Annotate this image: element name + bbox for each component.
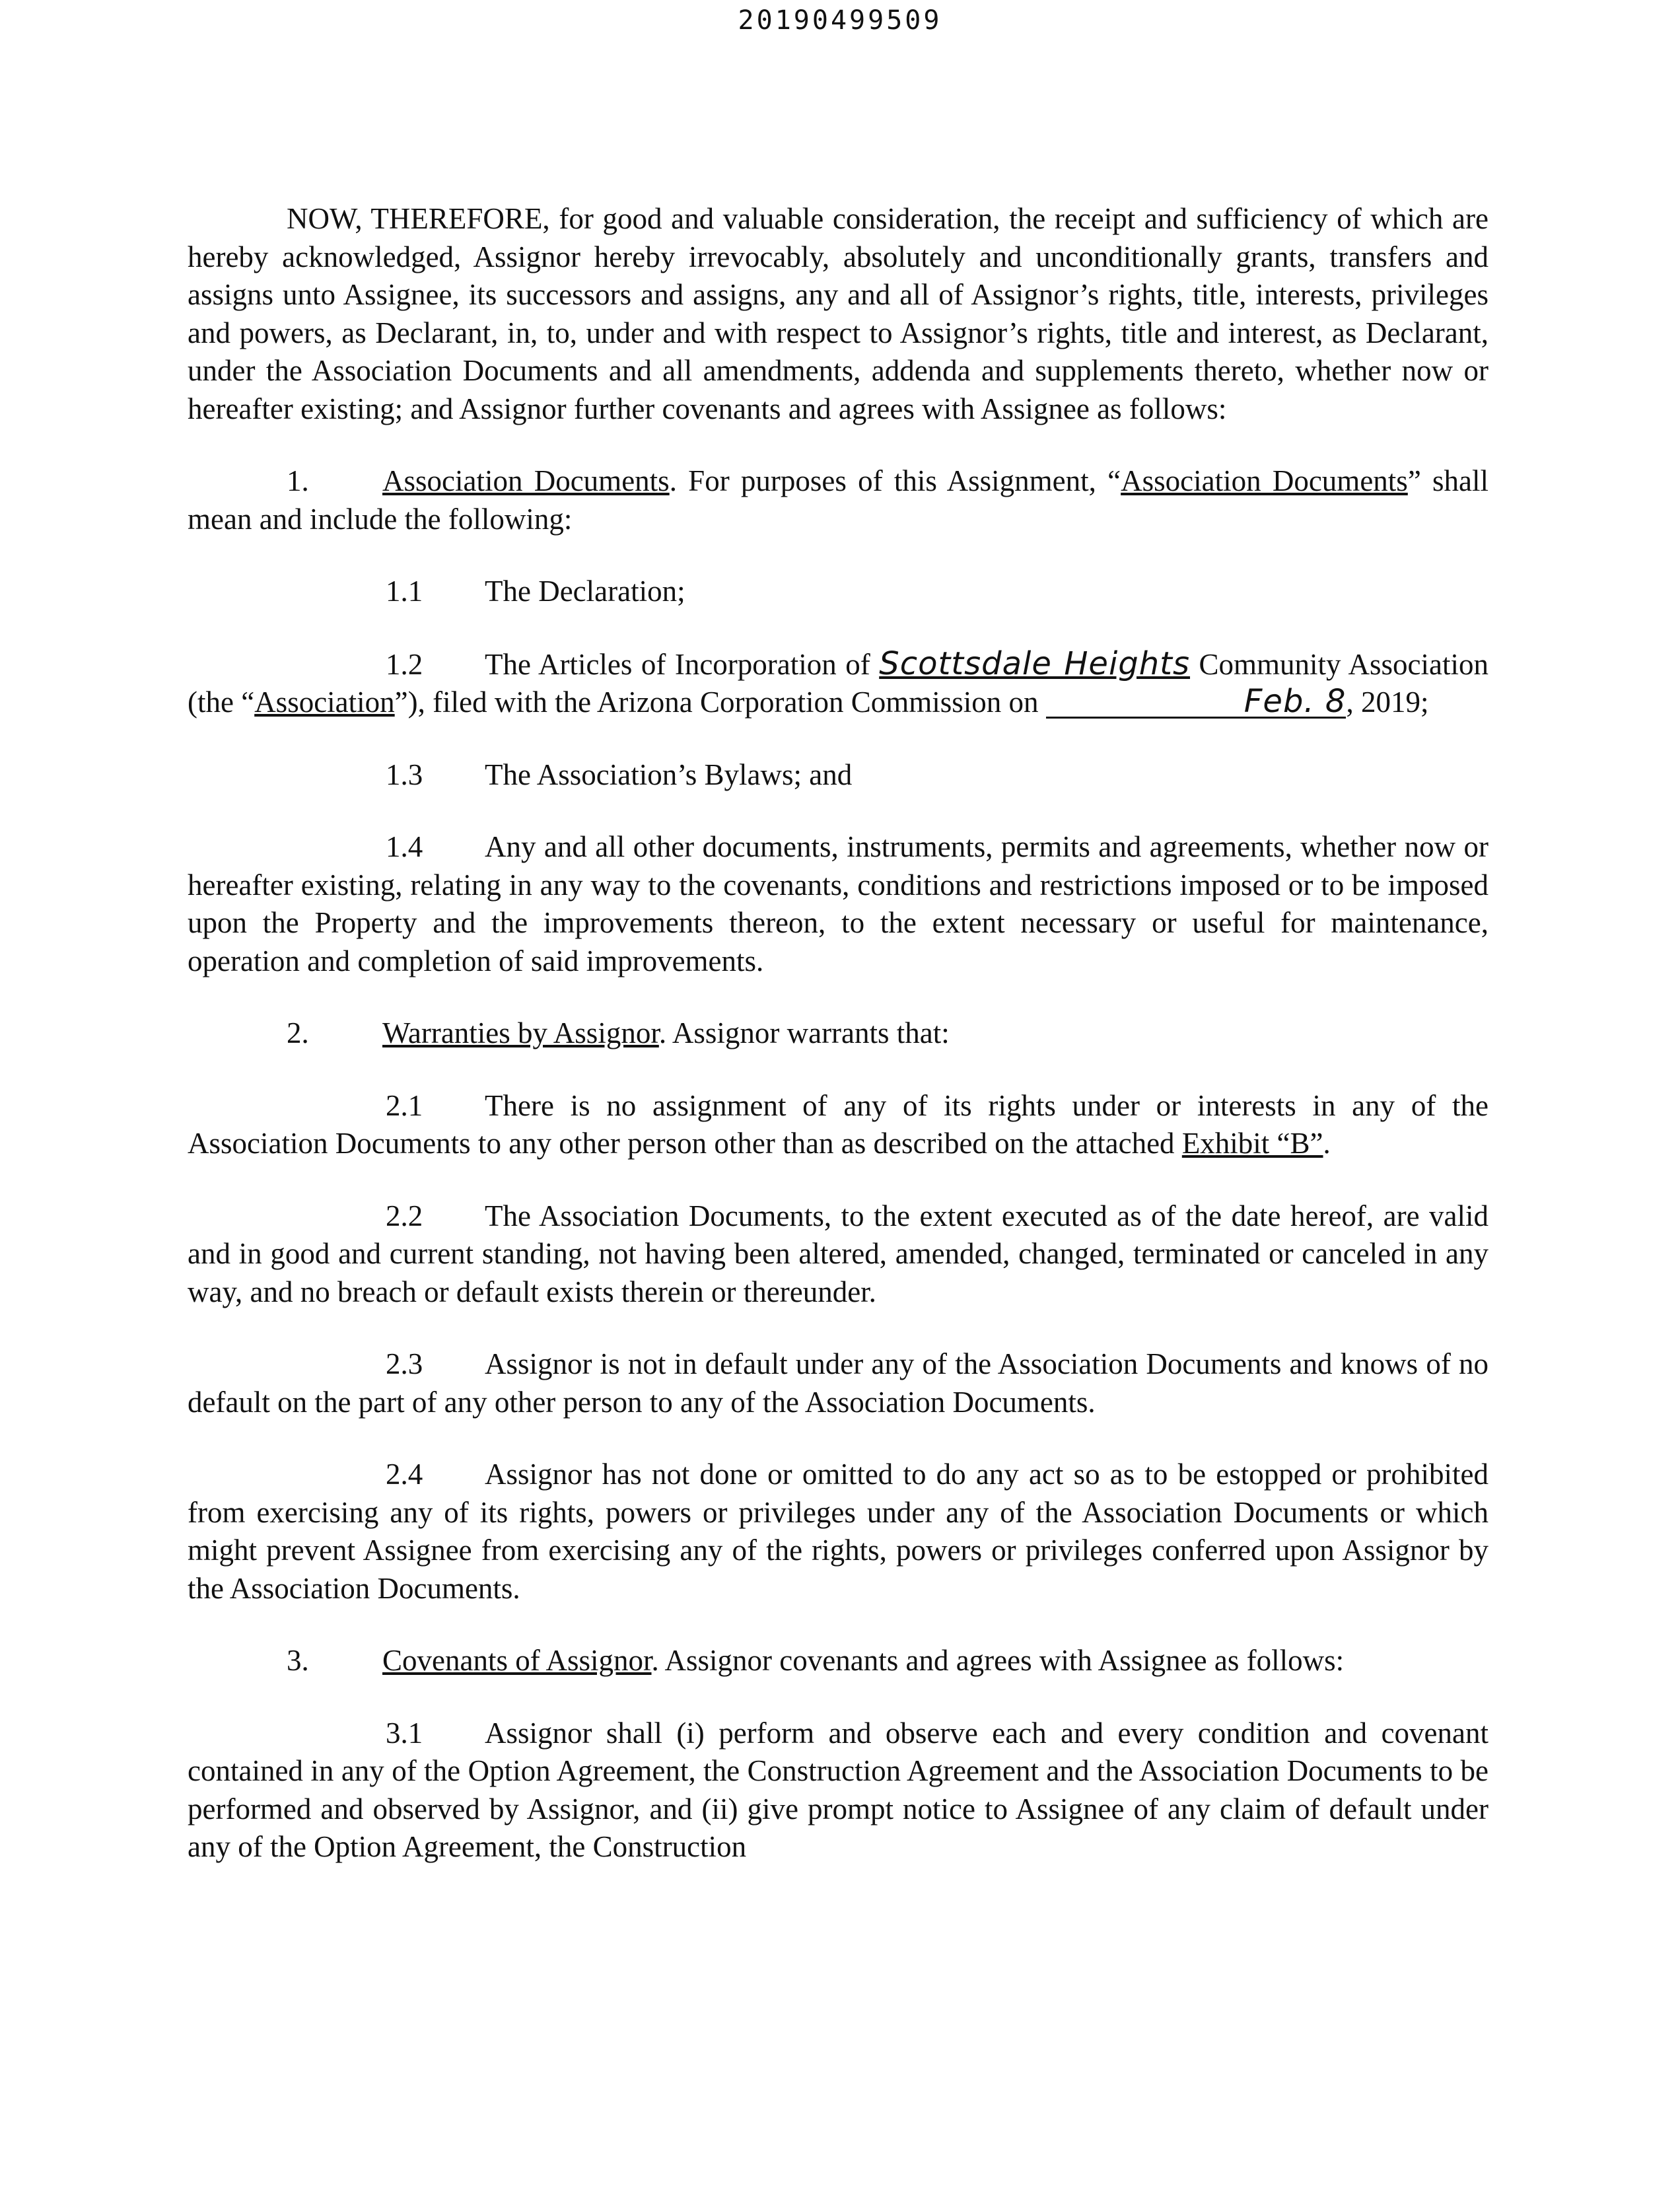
item-3-1-text: Assignor shall (i) perform and observe each and every condition and covenant contained in any of the Option Agreement, the Construction Agreement and the Association Documents to be performed and observed by Assignor, and (ii) give prompt notice to Assignee of any claim of default under any of the Option Agreement, the Construction bbox=[188, 1716, 1488, 1863]
item-1-2-text-b: Community Association (the “ bbox=[188, 647, 1488, 719]
item-2-4 bbox=[188, 1456, 1488, 1608]
item-1-2 bbox=[188, 645, 1488, 722]
item-1-4-text: Any and all other documents, instruments, permits and agreements, whether now or hereafter existing, relating in any way to the covenants, conditions and restrictions imposed or to be imposed upon the Property and the improvements thereon, to the extent necessary or useful for maintenance, operation and completion of said improvements. bbox=[188, 830, 1488, 977]
item-1-3-number: 1.3 bbox=[386, 758, 423, 791]
item-2-4-text: Assignor has not done or omitted to do any act so as to be estopped or prohibited from exercising any of its rights, powers or privileges under any of the Association Documents or which might prevent Assignee from exercising any of the rights, powers or privileges conferred upon Assignor by the Association Documents. bbox=[188, 1458, 1488, 1605]
item-1-4 bbox=[188, 828, 1488, 980]
section-3-paragraph bbox=[188, 1642, 1488, 1680]
section-2-paragraph bbox=[188, 1014, 1488, 1053]
item-2-1-number: 2.1 bbox=[386, 1088, 423, 1122]
item-3-1-number: 3.1 bbox=[386, 1716, 423, 1750]
item-2-2-text: The Association Documents, to the extent executed as of the date hereof, are valid and in good and current standing, not having been altered, amended, changed, terminated or canceled in any way, and no breach or default exists therein or thereunder. bbox=[188, 1199, 1488, 1308]
item-1-3 bbox=[188, 756, 1488, 795]
section-1-text-a: . For purposes of this Assignment, “ bbox=[669, 464, 1121, 497]
item-3-1 bbox=[188, 1715, 1488, 1866]
item-1-2-text-d: , 2019; bbox=[1346, 686, 1429, 719]
item-1-2-text-a: The Articles of Incorporation of bbox=[485, 647, 880, 681]
item-2-2 bbox=[188, 1197, 1488, 1312]
section-1-paragraph bbox=[188, 462, 1488, 538]
item-2-1-text-b: . bbox=[1323, 1127, 1331, 1160]
document-body bbox=[188, 200, 1488, 1901]
item-1-2-text-c: ”), filed with the Arizona Corporation Commission on bbox=[394, 686, 1046, 719]
item-1-1 bbox=[188, 573, 1488, 611]
exhibit-b-reference: Exhibit “B” bbox=[1181, 1127, 1323, 1160]
section-3-number: 3. bbox=[287, 1644, 309, 1677]
section-1-number: 1. bbox=[287, 464, 309, 497]
item-2-2-number: 2.2 bbox=[386, 1199, 423, 1232]
recording-number: 20190499509 bbox=[738, 5, 942, 36]
item-1-1-text: The Declaration; bbox=[485, 575, 685, 608]
item-2-4-number: 2.4 bbox=[386, 1458, 423, 1491]
item-1-4-number: 1.4 bbox=[386, 830, 423, 863]
item-1-1-number: 1.1 bbox=[386, 575, 423, 608]
item-1-3-text: The Association’s Bylaws; and bbox=[485, 758, 853, 791]
handwritten-filing-date: Feb. 8 bbox=[1046, 686, 1347, 719]
section-1-heading: Association Documents bbox=[382, 464, 670, 497]
section-1-defined-term: Association Documents bbox=[1121, 464, 1408, 497]
section-3-heading: Covenants of Assignor bbox=[382, 1644, 652, 1677]
intro-paragraph: NOW, THEREFORE, for good and valuable consideration, the receipt and sufficiency of which are hereby acknowledged, Assignor hereby irrevocably, absolutely and unconditionally grants, transfers and assigns unto Assignee, its successors and assigns, any and all of Assignor’s rights, title, interests, privileges and powers, as Declarant, in, to, under and with respect to Assignor’s rights, title and interest, as Declarant, under the Association Documents and all amendments, addenda and supplements thereto, whether now or hereafter existing; and Assignor further covenants and agrees with Assignee as follows: bbox=[188, 202, 1488, 425]
item-2-3 bbox=[188, 1345, 1488, 1421]
item-1-2-defined-term: Association bbox=[254, 686, 395, 719]
item-2-1-text-a: There is no assignment of any of its rights under or interests in any of the Association Documents to any other person other than as described on the attached bbox=[188, 1088, 1488, 1160]
section-2-text: . Assignor warrants that: bbox=[658, 1016, 950, 1049]
section-2-heading: Warranties by Assignor bbox=[382, 1016, 659, 1049]
item-1-2-number: 1.2 bbox=[386, 647, 423, 681]
item-2-3-number: 2.3 bbox=[386, 1347, 423, 1380]
item-2-3-text: Assignor is not in default under any of the Association Documents and knows of no default on the part of any other person to any of the Association Documents. bbox=[188, 1347, 1488, 1419]
item-2-1 bbox=[188, 1087, 1488, 1163]
section-2-number: 2. bbox=[287, 1016, 309, 1049]
section-1-text-b: ” shall mean and include the following: bbox=[188, 464, 1489, 536]
handwritten-association-name: Scottsdale Heights bbox=[879, 645, 1191, 682]
section-3-text: . Assignor covenants and agrees with Assignee as follows: bbox=[651, 1644, 1345, 1677]
